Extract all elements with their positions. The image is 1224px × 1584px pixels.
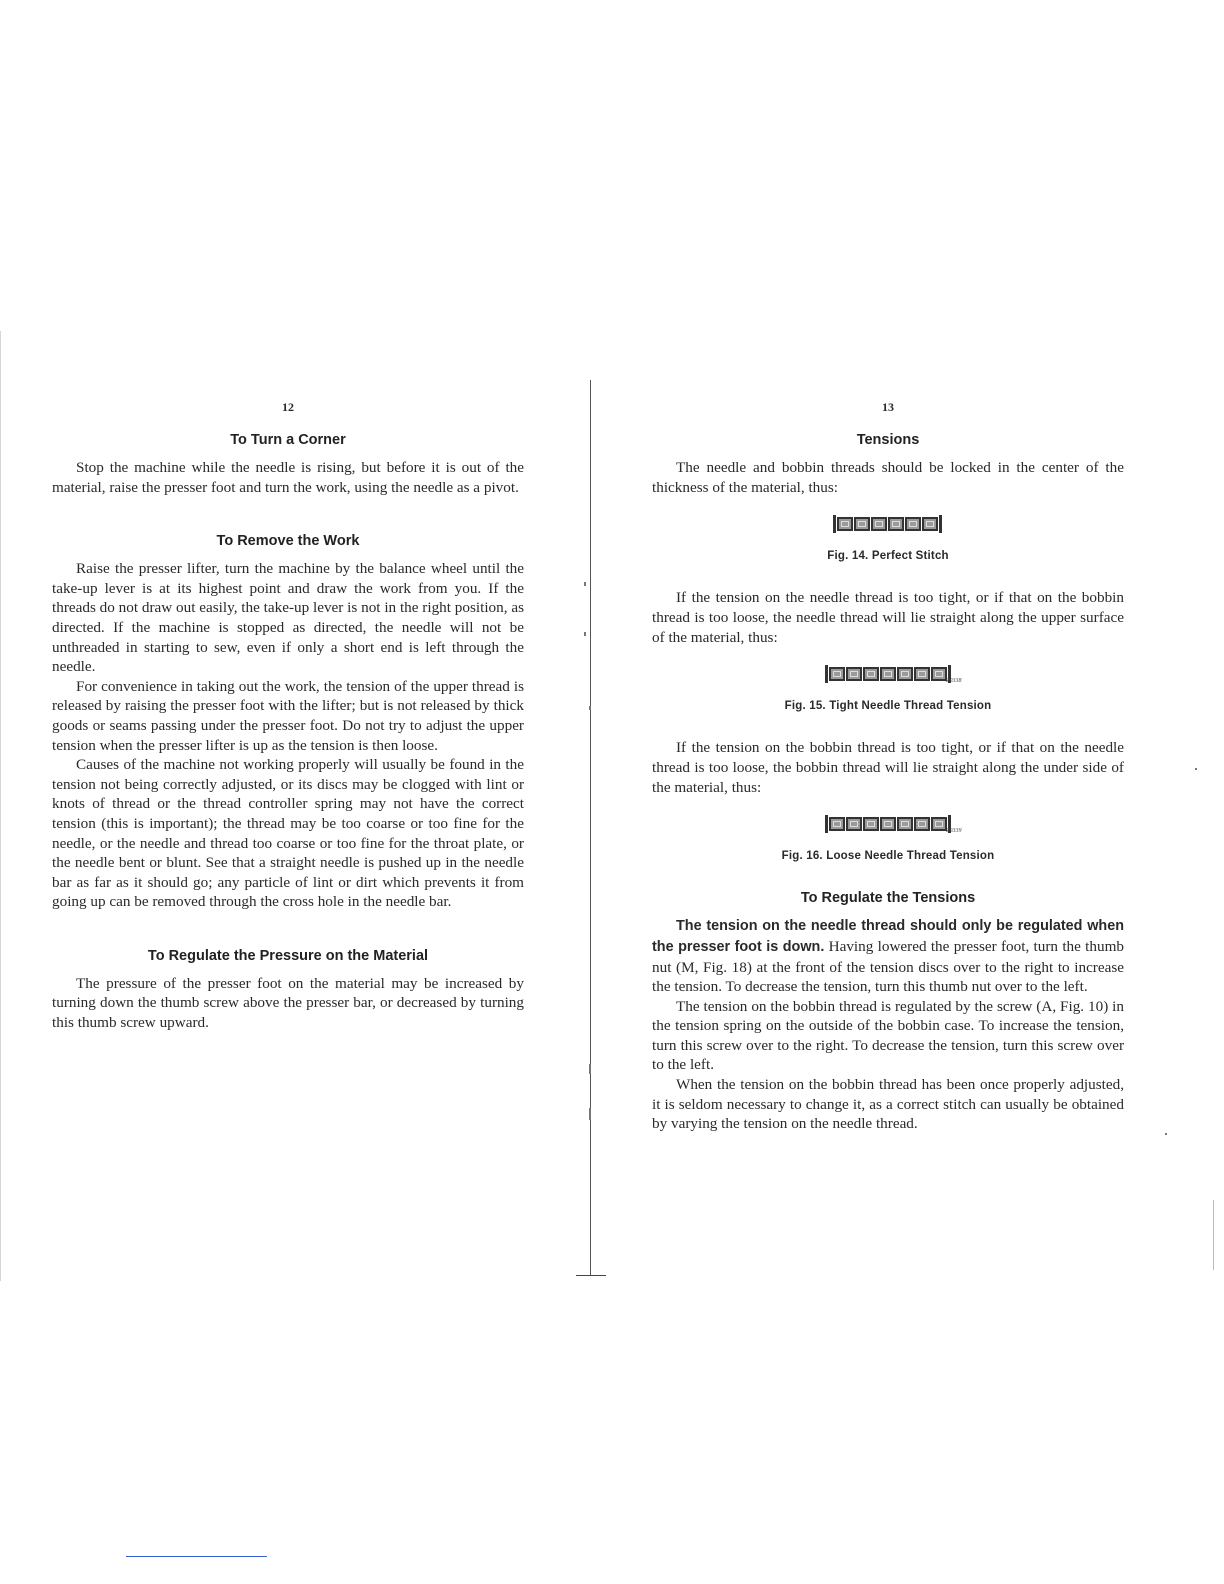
section-heading: To Remove the Work <box>216 533 360 550</box>
footer-rule <box>126 1556 267 1557</box>
right-page <box>652 400 1124 1134</box>
gutter-foot-mark <box>576 1275 606 1276</box>
scan-speck <box>589 706 591 710</box>
loose-tension-stitch-diagram <box>825 811 962 837</box>
section-heading: To Regulate the Pressure on the Material <box>147 947 429 964</box>
scan-speck <box>1195 768 1197 770</box>
scan-speck <box>589 1108 591 1120</box>
scan-speck <box>584 582 586 586</box>
paragraph: When the tension on the bobbin thread has been once properly adjusted, it is seldom necessary to change it, as a correct stitch can usually be obtained by varying the tension on the needle thread. <box>652 1076 1124 1133</box>
figure-tag: Z0338 <box>946 677 962 684</box>
page-number: 13 <box>882 400 894 414</box>
scan-edge-mark <box>1213 1200 1214 1270</box>
figure-caption: Fig. 14. Perfect Stitch <box>827 549 949 562</box>
paragraph-text: Having lowered the presser foot, turn the thumb nut (M, Fig. 18) at the front of the tension discs over to the right to increase the tension. To decrease the tension, turn this thumb nut over to the left. <box>652 937 1124 996</box>
section-heading: To Turn a Corner <box>230 432 346 448</box>
scan-speck <box>1165 1133 1167 1135</box>
scan-speck <box>589 1064 591 1074</box>
figure-15 <box>652 661 1124 716</box>
gutter-line <box>590 380 591 1275</box>
paragraph: If the tension on the needle thread is too tight, or if that on the bobbin thread is too loose, the needle thread will lie straight along the upper surface of the material, thus: <box>652 589 1124 646</box>
scan-speck <box>584 632 586 636</box>
paragraph: For convenience in taking out the work, the tension of the upper thread is released by raising the presser foot with the lifter; but is not released by thick goods or seams passing under the presser foot. Do not try to adjust the upper tension when the presser lifter is up as the tension is then loose. <box>52 677 524 754</box>
paragraph: If the tension on the bobbin thread is too tight, or if that on the needle thread is too loose, the bobbin thread will lie straight along the under side of the material, thus: <box>652 739 1124 796</box>
page-number: 12 <box>282 400 294 414</box>
paragraph: Stop the machine while the needle is rising, but before it is out of the material, raise the presser foot and turn the work, using the needle as a pivot. <box>52 459 524 496</box>
tight-tension-stitch-diagram <box>825 661 962 687</box>
section-heading: Tensions <box>856 432 920 448</box>
paragraph <box>652 916 1124 996</box>
perfect-stitch-diagram <box>833 511 943 537</box>
figure-tag: Z0339 <box>946 827 962 834</box>
paragraph: Raise the presser lifter, turn the machine by the balance wheel until the take-up lever is at its highest point and draw the work from you. If the threads do not draw out easily, the take-up lever is not in the right position, as directed. If the machine is stopped as directed, the needle will not be unthreaded in starting to sew, even if only a short end is left through the needle. <box>52 560 524 676</box>
section-heading: To Regulate the Tensions <box>800 890 976 907</box>
paragraph: The tension on the bobbin thread is regulated by the screw (A, Fig. 10) in the tension spring on the outside of the bobbin case. To increase the tension, turn this screw over to the right. To decrease the tension, turn this screw over to the left. <box>652 997 1124 1074</box>
figure-14 <box>652 511 1124 566</box>
paragraph: Causes of the machine not working properly will usually be found in the tension not being correctly adjusted, or its discs may be clogged with lint or knots of thread or the thread controller spring may not have the correct tension (this is important); the thread may be too coarse or too fine for the needle, or the needle and thread too coarse or too fine for the throat plate, or the needle bent or blunt. See that a straight needle is pushed up in the needle bar as far as it should go; any particle of lint or dirt which prevents it from going up can be removed through the cross hole in the needle bar. <box>52 756 524 911</box>
paragraph: The needle and bobbin threads should be locked in the center of the thickness of the material, thus: <box>652 459 1124 496</box>
figure-caption: Fig. 15. Tight Needle Thread Tension <box>784 699 992 712</box>
bold-lead-text: The tension on the needle thread should only be regulated when the presser foot is down. <box>652 918 1124 955</box>
paragraph: The pressure of the presser foot on the material may be increased by turning down the thumb screw above the presser bar, or decreased by turning this thumb screw upward. <box>52 974 524 1032</box>
figure-16 <box>652 811 1124 866</box>
left-page <box>52 400 524 1033</box>
figure-caption: Fig. 16. Loose Needle Thread Tension <box>781 849 995 862</box>
